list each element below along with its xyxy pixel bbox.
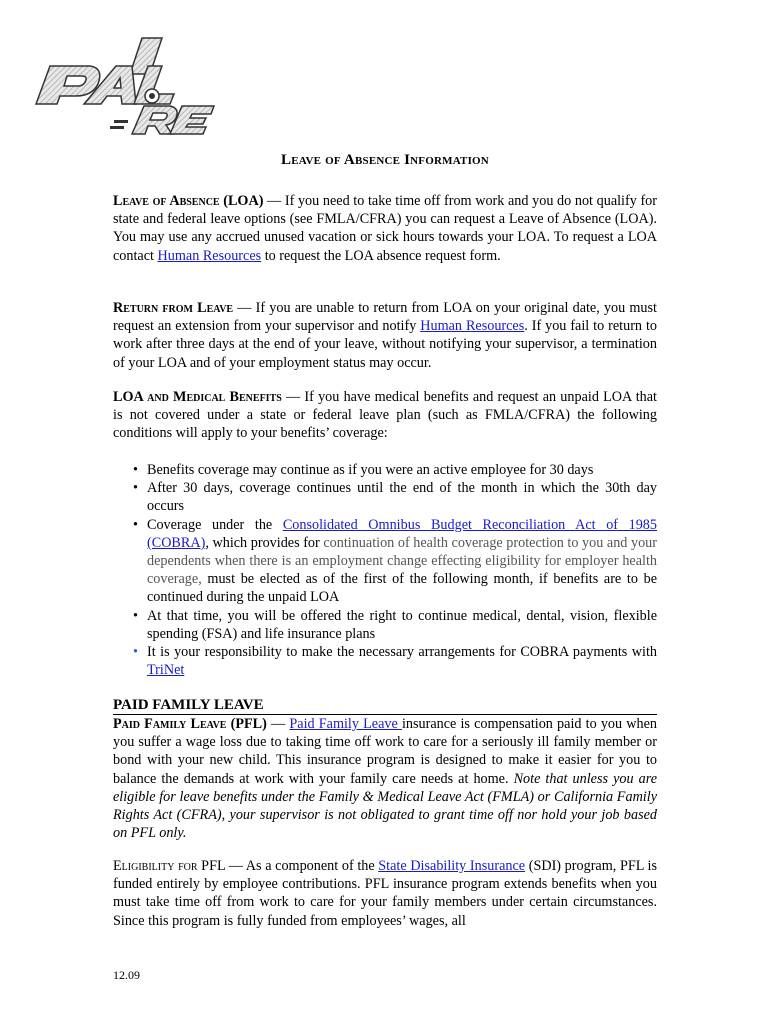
return-text-end: . If you fail to return to work after three days at the end of your leave, without notifying your supervisor, a termination of your LOA and of your employment status may occur. xyxy=(113,318,657,371)
bullet-icon: • xyxy=(133,516,138,533)
list-item: • Coverage under the Consolidated Omnibus Budget Reconciliation Act of 1985 (COBRA), which provides for continuation of health coverage protection to you and your dependents when there is an employment change effecting eligibility for employer health coverage, must be elected as of the first of the following month, if benefits are to be continued during the unpaid LOA xyxy=(133,516,658,606)
page-footer: 12.09 xyxy=(113,968,140,982)
loa-text: — If you need to take time off from work and you do not qualify for state and federal leave options (see FMLA/CFRA) you can request a Leave of Absence (LOA). You may use any accrued unused vacation or sick hours towards your LOA. To request a LOA contact xyxy=(113,193,657,264)
list-item: • At that time, you will be offered the right to continue medical, dental, vision, flexible spending (FSA) and life insurance plans xyxy=(133,607,657,642)
pfl-heading: Paid Family Leave (PFL) xyxy=(113,716,267,732)
loa-paragraph xyxy=(113,192,657,265)
hr-link-2[interactable]: Human Resources xyxy=(420,318,525,335)
medical-paragraph xyxy=(113,388,657,443)
bullet-icon: • xyxy=(133,644,138,661)
pfl-section-heading: PAID FAMILY LEAVE xyxy=(113,696,657,715)
return-text: — If you are unable to return from LOA on your original date, you must request an extension from your supervisor and notify xyxy=(113,300,657,335)
document-body xyxy=(113,0,657,1024)
bullet-icon: • xyxy=(133,462,138,478)
eligibility-heading: Eligibility for xyxy=(113,858,198,874)
medical-heading: LOA and Medical Benefits xyxy=(113,389,282,405)
cobra-link[interactable]: Consolidated Omnibus Budget Reconciliation Act of 1985 (COBRA) xyxy=(147,516,657,551)
eligibility-paragraph: Eligibility for PFL — As a component of the State Disability Insurance (SDI) program, PFL is funded entirely by employee contributions. PFL insurance program extends benefits when you must take time off from work to care for your family members under certain circumstances. Since this program is fully funded from employees’ wages, all xyxy=(113,858,657,929)
bullet-icon: • xyxy=(133,480,138,497)
medical-text: — If you have medical benefits and request an unpaid LOA that is not covered under a state or federal leave plan (such as FMLA/CFRA) the following conditions will apply to your benefits’ coverage: xyxy=(113,389,657,442)
logo-text: PAIRE xyxy=(24,34,27,35)
list-item: • After 30 days, coverage continues until the end of the month in which the 30th day occurs xyxy=(133,480,657,515)
trinet-link[interactable]: TriNet xyxy=(147,662,185,679)
sdi-link[interactable]: State Disability Insurance xyxy=(378,858,526,874)
loa-text-end: to request the LOA absence request form. xyxy=(261,247,501,264)
hr-link[interactable]: Human Resources xyxy=(157,247,262,264)
return-paragraph xyxy=(113,299,657,372)
benefits-list xyxy=(133,461,657,679)
bullet-icon: • xyxy=(133,607,138,624)
page-title: Leave of Absence Information xyxy=(281,152,489,168)
pfl-note: Note that unless you are eligible for leave benefits under the Family & Medical Leave Act (FMLA) or California Family Rights Act (CFRA), your supervisor is not obligated to grant time off nor hold your job based on PFL only. xyxy=(113,770,657,842)
pfl-link[interactable]: Paid Family Leave xyxy=(289,716,402,732)
return-heading: Return from Leave xyxy=(113,300,234,316)
pfl-paragraph: Paid Family Leave (PFL) — Paid Family Leave insurance is compensation paid to you when you suffer a wage loss due to taking time off work to care for a seriously ill family member or bond with your new child. This insurance program is designed to make it easier for you to balance the demands at work with your family care needs at home. Note that unless you are eligible for leave benefits under the Family & Medical Leave Act (FMLA) or California Family Rights Act (CFRA), your supervisor is not obligated to grant time off nor hold your job based on PFL only. xyxy=(113,716,658,842)
list-item: • Benefits coverage may continue as if you were an active employee for 30 days xyxy=(133,462,594,478)
loa-heading: Leave of Absence (LOA) xyxy=(113,193,264,209)
list-item: • It is your responsibility to make the necessary arrangements for COBRA payments with TriNet xyxy=(133,644,657,679)
